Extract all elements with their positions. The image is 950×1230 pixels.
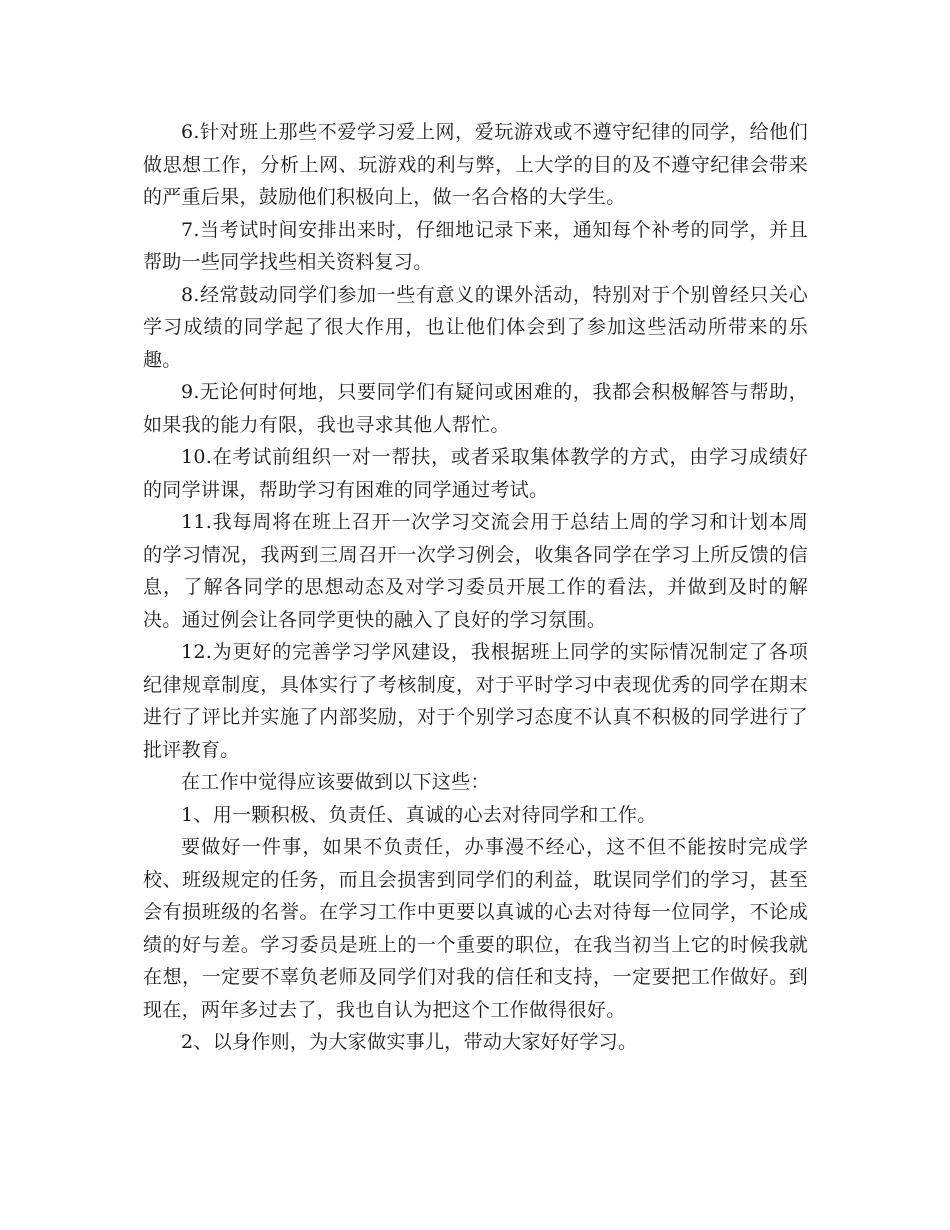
- paragraph-item-9: 9.无论何时何地，只要同学们有疑问或困难的，我都会积极解答与帮助，如果我的能力有限，我也寻求其他人帮忙。: [143, 381, 808, 436]
- document-body: [143, 116, 808, 1059]
- paragraph-item-10: 10.在考试前组织一对一帮扶，或者采取集体教学的方式，由学习成绩好的同学讲课，帮助学习有困难的同学通过考试。: [143, 446, 808, 501]
- paragraph-item-7: 7.当考试时间安排出来时，仔细地记录下来，通知每个补考的同学，并且帮助一些同学找些相关资料复习。: [143, 218, 808, 273]
- paragraph-point-1-body: 要做好一件事，如果不负责任，办事漫不经心，这不但不能按时完成学校、班级规定的任务，而且会损害到同学们的利益，耽误同学们的学习，甚至会有损班级的名誉。在学习工作中更要以真诚的心去对待每一位同学，不论成绩的好与差。学习委员是班上的一个重要的职位，在我当初当上它的时候我就在想，一定要不辜负老师及同学们对我的信任和支持，一定要把工作做好。到现在，两年多过去了，我也自认为把这个工作做得很好。: [143, 836, 808, 1021]
- paragraph-item-11: 11.我每周将在班上召开一次学习交流会用于总结上周的学习和计划本周的学习情况，我两到三周召开一次学习例会，收集各同学在学习上所反馈的信息，了解各同学的思想动态及对学习委员开展工作的看法，并做到及时的解决。通过例会让各同学更快的融入了良好的学习氛围。: [143, 511, 808, 631]
- paragraph-item-8: 8.经常鼓动同学们参加一些有意义的课外活动，特别对于个别曾经只关心学习成绩的同学起了很大作用，也让他们体会到了参加这些活动所带来的乐趣。: [143, 283, 808, 371]
- paragraph-work-intro: 在工作中觉得应该要做到以下这些：: [181, 771, 490, 793]
- paragraph-point-1-heading: 1、用一颗积极、负责任、真诚的心去对待同学和工作。: [181, 803, 657, 826]
- paragraph-point-2-heading: 2、以身作则，为大家做实事儿，带动大家好好学习。: [181, 1031, 638, 1053]
- paragraph-item-12: 12.为更好的完善学习学风建设，我根据班上同学的实际情况制定了各项纪律规章制度，具体实行了考核制度，对于平时学习中表现优秀的同学在期末进行了评比并实施了内部奖励，对于个别学习态度不认真不积极的同学进行了批评教育。: [143, 641, 808, 761]
- paragraph-item-6: 6.针对班上那些不爱学习爱上网，爱玩游戏或不遵守纪律的同学，给他们做思想工作，分析上网、玩游戏的利与弊，上大学的目的及不遵守纪律会带来的严重后果，鼓励他们积极向上，做一名合格的大学生。: [143, 121, 808, 208]
